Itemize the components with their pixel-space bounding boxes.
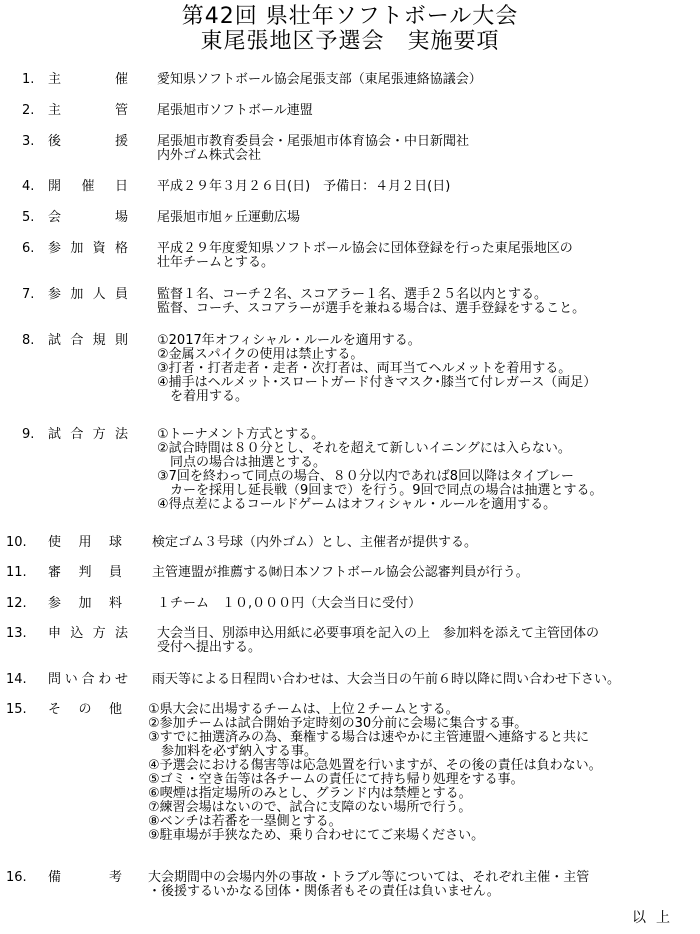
item-number: 2. — [22, 103, 35, 118]
item-body-line: ②金属スパイクの使用は禁止する。 — [157, 347, 364, 362]
item-label — [48, 73, 128, 87]
item-label-char: い — [64, 672, 78, 687]
item-body — [148, 703, 602, 843]
item-body-line: ③7回を終わって同点の場合、８０分以内であれば8回以降はタイブレー — [157, 469, 574, 484]
item-label-char: 試 — [48, 427, 62, 442]
item-body — [157, 211, 300, 225]
item-body — [157, 104, 313, 118]
item-number: 10. — [6, 535, 27, 550]
item-body-line: ③すでに抽選済みの為、棄権する場合は速やかに主管連盟へ連絡すると共に — [148, 730, 590, 745]
item-label-char: 員 — [114, 287, 128, 302]
item-body-line: ⑨駐車場が手狭なため、乗り合わせにてご来場ください。 — [148, 828, 485, 843]
item-label-char: 合 — [70, 427, 84, 442]
item-label-char: の — [78, 702, 92, 717]
item-label-char: 管 — [114, 103, 128, 118]
item-label-char: 則 — [114, 333, 128, 348]
item-label-char: 合 — [81, 672, 95, 687]
item-label-char: 用 — [78, 535, 92, 550]
item-number: 15. — [6, 702, 27, 717]
item-label-char: 参 — [48, 241, 62, 256]
item-label-char: 申 — [48, 626, 62, 641]
item-label-char: 加 — [70, 287, 84, 302]
item-body-line: カーを採用し延長戦（9回まで）を行う。9回で同点の場合は抽選とする。 — [157, 483, 603, 498]
item-body-line: 主管連盟が推薦する㈶日本ソフトボール協会公認審判員が行う。 — [152, 565, 529, 580]
item-body-line: ①県大会に出場するチームは、上位２チームとする。 — [148, 702, 459, 717]
item-body-line: ③打者・打者走者・走者・次打者は、両耳当てヘルメットを着用する。 — [157, 361, 572, 376]
item-label-char: 場 — [114, 210, 128, 225]
item-label-char: 込 — [70, 626, 84, 641]
item-body-line: ⑥喫煙は指定場所のみとし、グランド内は禁煙とする。 — [148, 786, 472, 801]
item-label-char: 後 — [48, 134, 62, 149]
item-body — [152, 673, 620, 687]
item-body-line: 平成２９年３月２６日(日) 予備日：４月２日(日) — [157, 179, 451, 194]
document-title: 第42回 県壮年ソフトボール大会 — [181, 4, 519, 29]
item-body — [157, 288, 585, 316]
item-label — [48, 673, 128, 687]
item-label-char: 主 — [48, 72, 62, 87]
item-label-char: 試 — [48, 333, 62, 348]
item-body — [157, 428, 603, 512]
item-body-line: ②参加チームは試合開始予定時刻の30分前に会場に集合する事。 — [148, 716, 528, 731]
item-label — [48, 211, 128, 225]
item-label — [48, 566, 122, 580]
item-label-char: 格 — [114, 241, 128, 256]
item-number: 8. — [22, 333, 35, 348]
item-label — [48, 288, 128, 302]
item-body — [157, 180, 450, 194]
item-body-line: ②試合時間は８０分とし、それを超えて新しいイニングには入らない。 — [157, 441, 571, 456]
item-label — [48, 703, 122, 717]
item-label — [48, 871, 122, 885]
document-subtitle: 東尾張地区予選会 実施要項 — [200, 29, 500, 54]
item-label-char: 使 — [48, 535, 62, 550]
item-label-char: 日 — [114, 179, 128, 194]
item-body-line: 監督１名、コーチ２名、スコアラー１名、選手２５名以内とする。 — [157, 287, 548, 302]
item-label — [48, 104, 128, 118]
item-body-line: 参加料を必ず納入する事。 — [148, 744, 318, 759]
item-label-char: 問 — [48, 672, 62, 687]
item-label-char: 合 — [70, 333, 84, 348]
item-label-char: わ — [98, 672, 112, 687]
item-body — [157, 73, 482, 87]
item-body-line: ⑤ゴミ・空き缶等は各チームの責任にて持ち帰り処理をする事。 — [148, 772, 524, 787]
item-body-line: 大会期間中の会場内外の事故・トラブル等については、それぞれ主催・主管 — [148, 870, 590, 885]
item-label-char: 加 — [78, 596, 92, 611]
item-body-line: 雨天等による日程問い合わせは、大会当日の午前６時以降に問い合わせ下さい。 — [152, 672, 621, 687]
item-label-char: 参 — [48, 287, 62, 302]
item-label-char: 球 — [108, 535, 122, 550]
item-label — [48, 242, 128, 256]
item-number: 4. — [22, 179, 35, 194]
item-label-char: 法 — [114, 626, 128, 641]
item-body-line: 壮年チームとする。 — [157, 255, 275, 270]
item-number: 14. — [6, 672, 27, 687]
item-body — [157, 597, 421, 611]
item-body — [157, 627, 599, 655]
item-label-char: 他 — [108, 702, 122, 717]
item-body-line: 同点の場合は抽選とする。 — [157, 455, 327, 470]
item-number: 12. — [6, 596, 27, 611]
item-body — [157, 334, 596, 404]
item-body-line: 大会当日、別添申込用紙に必要事項を記入の上 参加料を添えて主管団体の — [157, 626, 600, 641]
item-body-line: ④予選会における傷害等は応急処置を行いますが、その後の責任は負わない。 — [148, 758, 602, 773]
item-label-char: 催 — [114, 72, 128, 87]
item-number: 1. — [22, 72, 35, 87]
item-number: 6. — [22, 241, 35, 256]
item-label-char: 加 — [70, 241, 84, 256]
item-label-char: 催 — [81, 179, 95, 194]
item-label — [48, 627, 128, 641]
item-label-char: 料 — [108, 596, 122, 611]
item-label-char: 規 — [92, 333, 106, 348]
item-body-line: ⑦練習会場はないので、試合に支障のない場所で行う。 — [148, 800, 472, 815]
item-label — [48, 334, 128, 348]
item-number: 11. — [6, 565, 27, 580]
item-label — [48, 536, 122, 550]
item-label-char: 主 — [48, 103, 62, 118]
item-body-line: １チーム １０,０００円（大会当日に受付） — [157, 596, 422, 611]
item-body-line: ①2017年オフィシャル・ルールを適用する。 — [157, 333, 421, 348]
item-label-char: 援 — [114, 134, 128, 149]
item-label-char: 法 — [114, 427, 128, 442]
item-body-line: 受付へ提出する。 — [157, 640, 262, 655]
item-body-line: を着用する。 — [157, 389, 249, 404]
item-body-line: ・後援するいかなる団体・関係者もその責任は負いません。 — [148, 884, 500, 899]
item-body-line: ⑧ベンチは若番を一塁側とする。 — [148, 814, 342, 829]
item-body-line: 監督、コーチ、スコアラーが選手を兼ねる場合は、選手登録をすること。 — [157, 301, 586, 316]
item-label-char: 会 — [48, 210, 62, 225]
item-label-char: そ — [48, 702, 62, 717]
item-label-char: 参 — [48, 596, 62, 611]
item-label — [48, 135, 128, 149]
item-number: 9. — [22, 427, 35, 442]
item-label — [48, 428, 128, 442]
item-label-char: 開 — [48, 179, 62, 194]
item-label-char: 員 — [108, 565, 122, 580]
item-body-line: 検定ゴム３号球（内外ゴム）とし、主催者が提供する。 — [152, 535, 478, 550]
item-label-char: 人 — [92, 287, 106, 302]
item-label-char: 審 — [48, 565, 62, 580]
item-label-char: 方 — [92, 626, 106, 641]
item-label-char: せ — [114, 672, 128, 687]
item-label-char: 備 — [48, 870, 62, 885]
item-body-line: 平成２９年度愛知県ソフトボール協会に団体登録を行った東尾張地区の — [157, 241, 573, 256]
item-body — [152, 566, 529, 580]
item-number: 7. — [22, 287, 35, 302]
item-number: 13. — [6, 626, 27, 641]
item-label — [48, 597, 122, 611]
item-number: 3. — [22, 134, 35, 149]
item-label-char: 考 — [108, 870, 122, 885]
item-number: 16. — [6, 870, 27, 885]
item-label-char: 方 — [92, 427, 106, 442]
closing-mark: 以上 — [632, 910, 680, 926]
item-body-line: 愛知県ソフトボール協会尾張支部（東尾張連絡協議会） — [157, 72, 482, 87]
item-number: 5. — [22, 210, 35, 225]
item-body — [157, 135, 469, 163]
item-body — [152, 536, 477, 550]
item-body — [157, 242, 573, 270]
item-body-line: 尾張旭市教育委員会・尾張旭市体育協会・中日新聞社 — [157, 134, 470, 149]
item-label-char: 資 — [92, 241, 106, 256]
item-body-line: ④得点差によるコールドゲームはオフィシャル・ルールを適用する。 — [157, 497, 557, 512]
item-label-char: 判 — [78, 565, 92, 580]
item-body-line: 尾張旭市ソフトボール連盟 — [157, 103, 313, 118]
item-body-line: ①トーナメント方式とする。 — [157, 427, 325, 442]
item-body-line: ④捕手はヘルメット･スロートガード付きマスク･膝当て付レガース（両足） — [157, 375, 597, 390]
item-body — [148, 871, 589, 899]
item-body-line: 尾張旭市旭ヶ丘運動広場 — [157, 210, 301, 225]
item-body-line: 内外ゴム株式会社 — [157, 148, 262, 163]
item-label — [48, 180, 128, 194]
